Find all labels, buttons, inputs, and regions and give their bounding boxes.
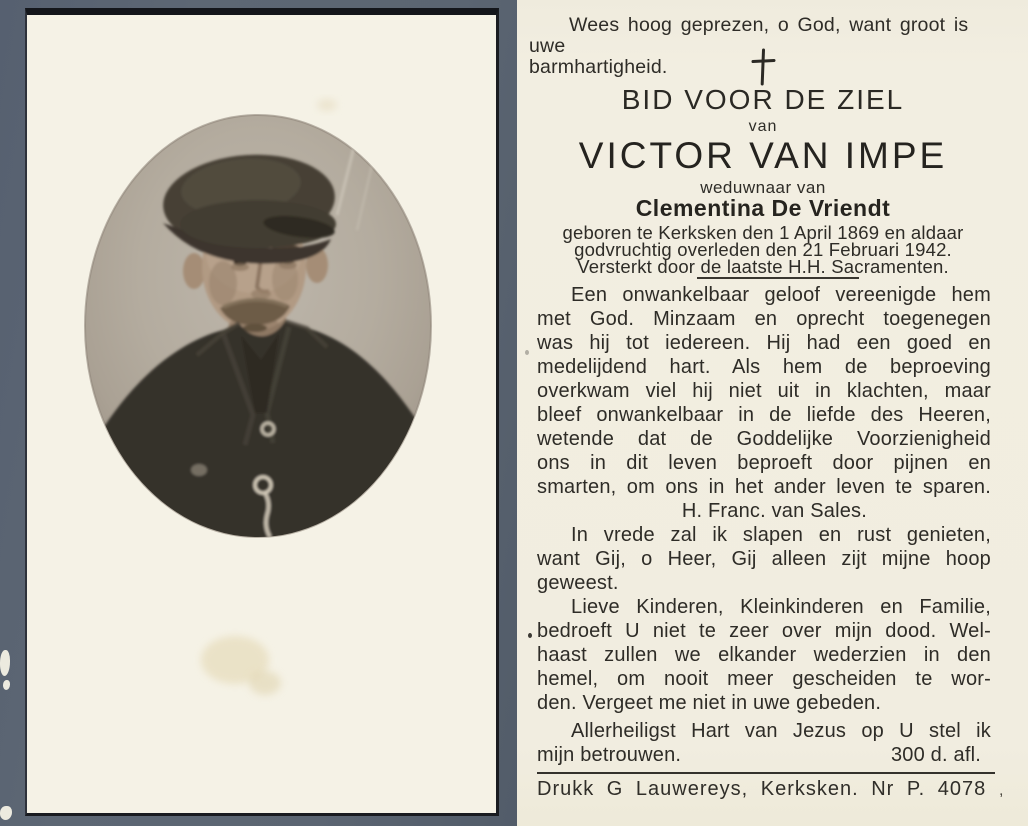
sacraments-line: Versterkt door de laatste H.H. Sacramenten. <box>577 256 949 277</box>
prayer-text-page <box>517 0 1028 826</box>
body-line: smarten, om ons in het ander leven te sparen. <box>537 476 991 498</box>
body-line: met God. Minzaam en oprecht toegenegen <box>537 308 991 330</box>
portrait-photo <box>27 15 496 813</box>
mount-damage-speck <box>0 806 12 820</box>
invocation-line: barmhartigheid. <box>529 56 668 78</box>
body-line: Een onwankelbaar geloof vereenigde hem <box>571 284 991 306</box>
card-title: BID VOOR DE ZIEL <box>621 84 905 115</box>
spouse-name: Clementina De Vriendt <box>635 195 891 221</box>
body-line: hemel, om nooit meer gescheiden te wor- <box>537 668 991 690</box>
printer-imprint: Drukk G Lauwereys, Kerksken. Nr P. 4078 <box>537 778 987 800</box>
paper-speck <box>528 633 532 638</box>
closing-left: mijn betrouwen. <box>537 744 682 766</box>
body-line: was hij tot iedereen. Hij had een goed en <box>537 332 991 354</box>
body-line: In vrede zal ik slapen en rust genieten, <box>571 524 991 546</box>
body-line: bleef onwankelbaar in de liefde des Heeren, <box>537 404 991 426</box>
left-ear <box>183 253 205 289</box>
printer-divider-rule <box>537 772 995 774</box>
body-line: Lieve Kinderen, Kleinkinderen en Familie, <box>571 596 991 618</box>
mount-damage-speck <box>0 650 10 676</box>
body-line: den. Vergeet me niet in uwe gebeden. <box>537 692 882 714</box>
body-line: medelijdend hart. Als hem de beproeving <box>537 356 991 378</box>
body-line: wetende dat de Goddelijke Voorzienigheid <box>537 428 991 450</box>
paper-speck <box>525 350 529 355</box>
invocation-line: Wees hoog geprezen, o God, want groot is uwe <box>529 14 969 57</box>
body-line: Allerheiligst Hart van Jezus op U stel ik <box>571 720 991 742</box>
of-label: van <box>748 118 778 135</box>
mouth-shadow <box>243 324 267 332</box>
body-line: bedroeft U niet te zeer over mijn dood. Wel- <box>537 620 991 642</box>
birth-line: geboren te Kerksken den 1 April 1869 en aldaar <box>562 222 964 243</box>
prayer-body <box>537 283 991 767</box>
body-line: ons in dit leven beproeft door pijnen en <box>537 452 991 474</box>
closing-line <box>537 743 991 767</box>
divider-underline <box>697 277 859 279</box>
stray-ink-mark: , <box>999 782 1004 799</box>
indulgence-note: 300 d. afl. <box>890 744 981 766</box>
deceased-name: VICTOR VAN IMPE <box>578 135 948 176</box>
widower-label: weduwnaar van <box>700 178 826 197</box>
body-line: geweest. <box>537 572 619 594</box>
body-line: want Gij, o Heer, Gij alleen zijt mijne hoop <box>537 548 991 570</box>
body-line: overkwam viel hij niet uit in klachten, maar <box>537 380 991 402</box>
attribution-line: H. Franc. van Sales. <box>681 500 867 522</box>
death-line: godvruchtig overleden den 21 Februari 1942. <box>574 239 952 260</box>
body-line: haast zullen we elkander wederzien in den <box>537 644 991 666</box>
photograph-card <box>25 8 499 816</box>
mount-damage-speck <box>3 680 10 690</box>
